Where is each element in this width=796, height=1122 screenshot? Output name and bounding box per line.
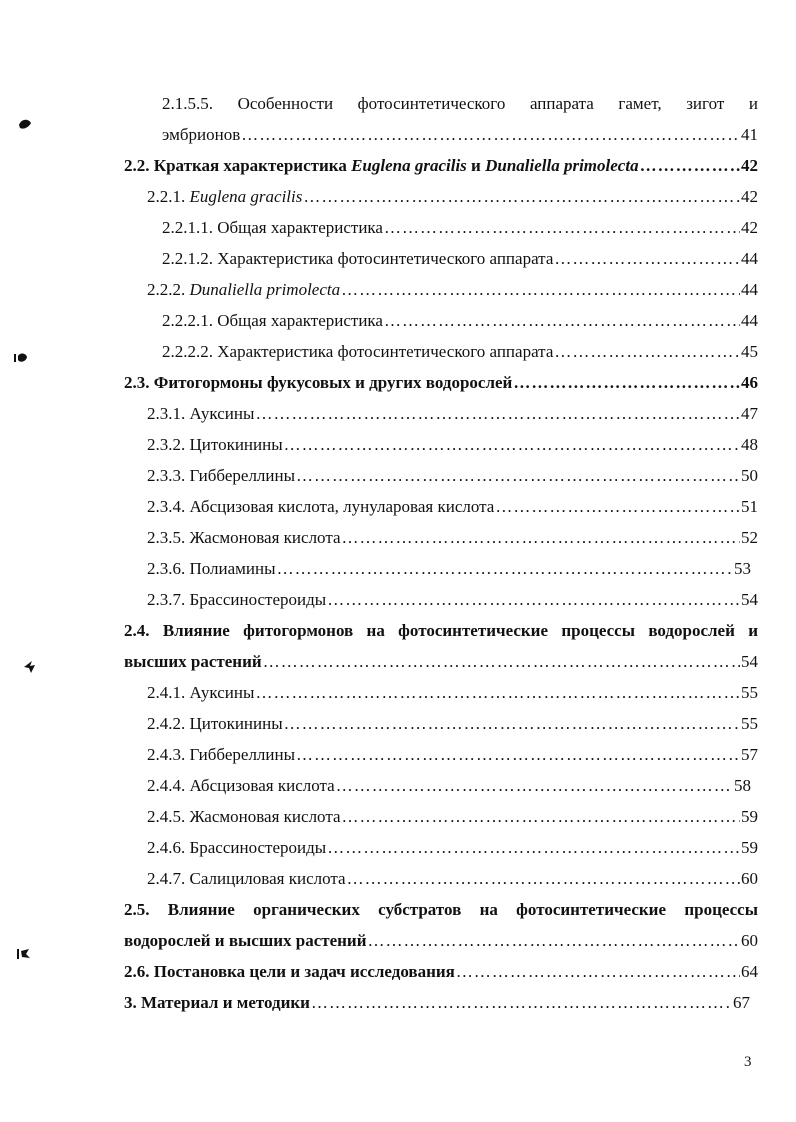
dot-leader (368, 927, 740, 955)
toc-entry-2-4-3 (147, 741, 758, 769)
toc-entry-2-2-1-2 (162, 245, 758, 273)
dot-leader (296, 462, 740, 490)
toc-page-number: 54 (741, 590, 758, 609)
toc-entry-2-2 (124, 152, 758, 180)
dot-leader (640, 152, 740, 180)
toc-entry-2-2-2 (147, 276, 758, 304)
toc-page-number: 44 (741, 311, 758, 330)
toc-entry-title: 2.4.7. Салициловая кислота (147, 869, 346, 888)
toc-page-number: 60 (741, 931, 758, 950)
dot-leader (456, 958, 740, 986)
toc-entry-2-6 (124, 958, 758, 986)
dot-leader (255, 400, 740, 428)
toc-entry-title: 2.2.2. Dunaliella primolecta (147, 280, 341, 299)
toc-entry-2-4-7 (147, 865, 758, 893)
dot-leader (336, 772, 733, 800)
toc-entry-2-4-2 (147, 710, 758, 738)
toc-entry-title: 2.2.2.2. Характеристика фотосинтетического аппарата (162, 342, 554, 361)
toc-entry-2-4-4 (147, 772, 751, 800)
toc-page-number: 55 (741, 683, 758, 702)
toc-page-number: 42 (741, 187, 758, 206)
toc-entry-title: 2.4.4. Абсцизовая кислота (147, 776, 335, 795)
toc-entry-2-2-1-1 (162, 214, 758, 242)
scan-mark-icon (17, 948, 31, 960)
toc-page-number: 45 (741, 342, 758, 361)
toc-entry-2-3-3 (147, 462, 758, 490)
toc-page-number: 44 (741, 280, 758, 299)
toc-entry-2-3-4 (147, 493, 758, 521)
toc-entry-2-2-2-2 (162, 338, 758, 366)
toc-entry-2-4-line2 (124, 648, 758, 676)
dot-leader (513, 369, 740, 397)
dot-leader (495, 493, 740, 521)
dot-leader (554, 338, 740, 366)
dot-leader (303, 183, 740, 211)
toc-entry-title: 3. Материал и методики (124, 993, 310, 1012)
dot-leader (342, 524, 740, 552)
scan-mark-icon (22, 661, 36, 673)
toc-entry-title: эмбрионов (162, 125, 241, 144)
toc-entry-title: 2.3.4. Абсцизовая кислота, лунуларовая кислота (147, 497, 495, 516)
toc-entry-title: 2.2. Краткая характеристика Euglena gracilis и Dunaliella primolecta (124, 156, 639, 175)
toc-entry-2-5-line1: 2.5. Влияние органических субстратов на фотосинтетические процессы (124, 900, 758, 919)
dot-leader (241, 121, 740, 149)
dot-leader (347, 865, 740, 893)
toc-entry-title: 2.2.1.1. Общая характеристика (162, 218, 383, 237)
toc-entry-title: 2.3.7. Брассиностероиды (147, 590, 327, 609)
toc-page-number: 60 (741, 869, 758, 888)
toc-entry-2-3 (124, 369, 758, 397)
toc-entry-title: высших растений (124, 652, 262, 671)
toc-entry-2-4-5 (147, 803, 758, 831)
toc-entry-title: 2.3.3. Гиббереллины (147, 466, 296, 485)
toc-entry-title: 2.4.2. Цитокинины (147, 714, 283, 733)
dot-leader (342, 803, 740, 831)
toc-page-number: 51 (741, 497, 758, 516)
toc-entry-title: 2.3.1. Ауксины (147, 404, 255, 423)
toc-page-number: 47 (741, 404, 758, 423)
toc-entry-2-3-6 (147, 555, 751, 583)
toc-entry-title: 2.3.5. Жасмоновая кислота (147, 528, 341, 547)
toc-page-number: 67 (733, 993, 750, 1012)
dot-leader (327, 834, 740, 862)
toc-entry-2-5-line2 (124, 927, 758, 955)
toc-entry-2-3-2 (147, 431, 758, 459)
dot-leader (554, 245, 740, 273)
toc-entry-title: 2.3.2. Цитокинины (147, 435, 283, 454)
toc-entry-2-4-line1: 2.4. Влияние фитогормонов на фотосинтетические процессы водорослей и (124, 621, 758, 640)
toc-entry-2-1-5-5-line1: 2.1.5.5. Особенности фотосинтетического аппарата гамет, зигот и (162, 94, 758, 113)
toc-entry-2-2-2-1 (162, 307, 758, 335)
toc-page-number: 42 (741, 156, 758, 175)
toc-page-number: 58 (734, 776, 751, 795)
scan-mark-icon (14, 352, 28, 364)
toc-entry-title: 2.3. Фитогормоны фукусовых и других водорослей (124, 373, 513, 392)
toc-page-number: 55 (741, 714, 758, 733)
toc-entry-2-3-7 (147, 586, 758, 614)
dot-leader (327, 586, 740, 614)
toc-page-number: 59 (741, 807, 758, 826)
toc-entry-title: 2.2.2.1. Общая характеристика (162, 311, 383, 330)
toc-entry-title: 2.4.5. Жасмоновая кислота (147, 807, 341, 826)
toc-page-number: 52 (741, 528, 758, 547)
toc-entry-2-3-5 (147, 524, 758, 552)
toc-page-number: 64 (741, 962, 758, 981)
dot-leader (284, 431, 740, 459)
toc-entry-title: 2.4.3. Гиббереллины (147, 745, 296, 764)
toc-page-number: 59 (741, 838, 758, 857)
dot-leader (296, 741, 740, 769)
page-number: 3 (744, 1054, 752, 1070)
toc-entry-title: водорослей и высших растений (124, 931, 367, 950)
toc-page-number: 41 (741, 125, 758, 144)
dot-leader (255, 679, 740, 707)
dot-leader (284, 710, 740, 738)
toc-page-number: 54 (741, 652, 758, 671)
toc-entry-title: 2.3.6. Полиамины (147, 559, 276, 578)
dot-leader (311, 989, 732, 1017)
scan-mark-icon (18, 118, 32, 130)
dot-leader (277, 555, 733, 583)
toc-page-number: 48 (741, 435, 758, 454)
toc-page-number: 57 (741, 745, 758, 764)
toc-entry-title: 2.2.1.2. Характеристика фотосинтетического аппарата (162, 249, 554, 268)
toc-entry-2-2-1 (147, 183, 758, 211)
toc-entry-title: 2.4.6. Брассиностероиды (147, 838, 327, 857)
dot-leader (384, 214, 740, 242)
toc-entry-title: 2.4.1. Ауксины (147, 683, 255, 702)
toc-entry-2-4-1 (147, 679, 758, 707)
toc-entry-title: 2.6. Постановка цели и задач исследования (124, 962, 455, 981)
toc-entry-2-4-6 (147, 834, 758, 862)
toc-page-number: 50 (741, 466, 758, 485)
toc-page-number: 53 (734, 559, 751, 578)
toc-entry-2-3-1 (147, 400, 758, 428)
toc-entry-title: 2.2.1. Euglena gracilis (147, 187, 303, 206)
toc-page-number: 42 (741, 218, 758, 237)
toc-page-number: 46 (741, 373, 758, 392)
toc-entry-2-1-5-5-line2 (162, 121, 758, 149)
toc-page-number: 44 (741, 249, 758, 268)
toc-entry-3 (124, 989, 750, 1017)
dot-leader (384, 307, 740, 335)
dot-leader (263, 648, 740, 676)
dot-leader (341, 276, 740, 304)
